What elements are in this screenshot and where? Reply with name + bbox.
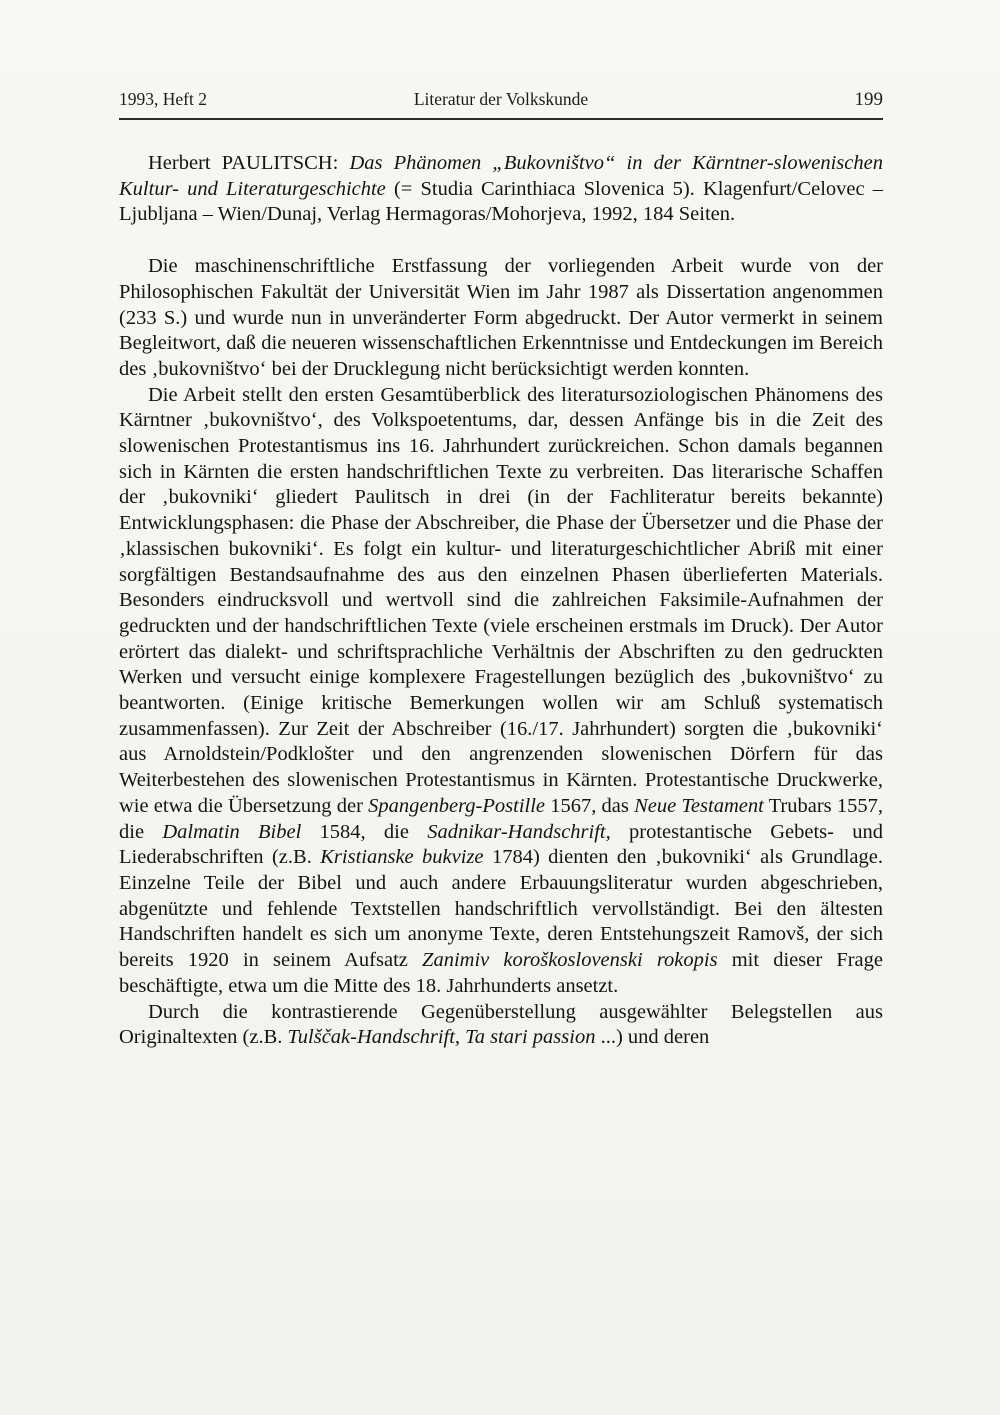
paragraph-dissertation-note <box>119 254 883 383</box>
work-title: Kristianske bukvize <box>320 846 484 869</box>
text-segment: Die maschinenschriftliche Erstfassung der vorliegenden Arbeit wurde von der Philosophischen Fakultät der Universität Wien im Jahr 1987 als Dissertation angenommen (233 S.) und wurde nun in unveränderter Form abgedruckt. Der Autor vermerkt in seinem Begleitwort, daß die neueren wissenschaftlichen Erkenntnisse und Entdeckungen im Bereich des ‚bukovništvo‘ bei der Drucklegung nicht berücksichtigt werden konnten. <box>119 255 883 380</box>
page-content <box>119 89 883 1051</box>
header-section-title: Literatur der Volkskunde <box>413 89 589 109</box>
text-segment: Trubars 1557, die <box>119 794 883 843</box>
citation-book-title: Das Phänomen „Bukovništvo“ in der Kärntner-slowenischen Kultur- und Literaturgeschichte <box>119 152 883 200</box>
work-title: Neue Testament <box>634 794 764 817</box>
text-segment: Durch die kontrastierende Gegenüberstellung ausgewählter Belegstellen aus Originaltexten (z.B. <box>119 1000 883 1049</box>
paragraph-contrast <box>119 1000 883 1051</box>
citation-publication-info: (= Studia Carinthiaca Slovenica 5). Klagenfurt/Celovec – Ljubljana – Wien/Dunaj, Verlag Hermagoras/Mohorjeva, 1992, 184 Seiten. <box>119 177 883 226</box>
review-body <box>119 151 883 1051</box>
text-segment: protestantische Gebets- und Liederabschriften (z.B. <box>119 820 883 869</box>
review-citation <box>119 151 883 228</box>
work-title: Spangenberg-Postille <box>368 794 546 817</box>
text-segment: 1567, das <box>545 794 635 817</box>
text-segment: 1584, die <box>301 820 428 843</box>
work-title: Zanimiv koroškoslovenski rokopis <box>422 949 718 972</box>
text-segment: ...) und deren <box>595 1026 710 1049</box>
paragraph-overview <box>119 383 883 1000</box>
text-segment: Die Arbeit stellt den ersten Gesamtüberblick des literatursoziologischen Phänomens des Kärntner ‚bukovništvo‘, des Volkspoetentums, dar, dessen Anfänge bis in die Zeit des slowenischen Protestantismus ins 16. Jahrhundert zurückreichen. Schon damals begannen sich in Kärnten die ersten handschriftlichen Texte zu verbreiten. Das literarische Schaffen der ‚bukovniki‘ gliedert Paulitsch in drei (in der Fachliteratur bereits bekannte) Entwicklungsphasen: die Phase der Abschreiber, die Phase der Übersetzer und die Phase der ‚klassischen bukovniki‘. Es folgt ein kultur- und literaturgeschichtlicher Abriß mit einer sorgfältigen Bestandsaufnahme des aus den einzelnen Phasen überlieferten Materials. Besonders eindrucksvoll und wertvoll sind die zahlreichen Faksimile-Aufnahmen der gedruckten und der handschriftlichen Texte (viele erscheinen erstmals im Druck). Der Autor erörtert das dialekt- und schriftsprachliche Verhältnis der Abschriften zu den gedruckten Werken und versucht einige komplexere Fragestellungen bezüglich des ‚bukovništvo‘ zu beantworten. (Einige kritische Bemerkungen wollen wir am Schluß systematisch zusammenfassen). Zur Zeit der Abschreiber (16./17. Jahrhundert) sorgten die ‚bukovniki‘ aus Arnoldstein/Podklošter und den angrenzenden slowenischen Dörfern für das Weiterbestehen des slowenischen Protestantismus in Kärnten. Protestantische Druckwerke, wie etwa die Übersetzung der <box>119 383 883 817</box>
page-header <box>119 89 883 111</box>
text-segment: 1784) dienten den ‚bukovniki‘ als Grundlage. Einzelne Teile der Bibel und auch andere Erbauungsliteratur wurden abgeschrieben, abgenützte und fehlende Textstellen handschriftlich vervollständigt. Bei den ältesten Handschriften handelt es sich um anonyme Texte, deren Entstehungszeit Ramovš, der sich bereits 1920 in seinem Aufsatz <box>119 846 883 972</box>
header-page-number: 199 <box>854 89 883 110</box>
work-title: Sadnikar-Handschrift, <box>427 820 611 843</box>
citation-author: Herbert PAULITSCH: <box>148 152 350 174</box>
work-title: Tulščak-Handschrift, Ta stari passion <box>287 1026 596 1049</box>
text-segment: mit dieser Frage beschäftigte, etwa um die Mitte des 18. Jahrhunderts ansetzt. <box>119 949 883 997</box>
header-rule <box>119 118 883 120</box>
work-title: Dalmatin Bibel <box>162 820 302 843</box>
header-issue: 1993, Heft 2 <box>119 89 207 109</box>
